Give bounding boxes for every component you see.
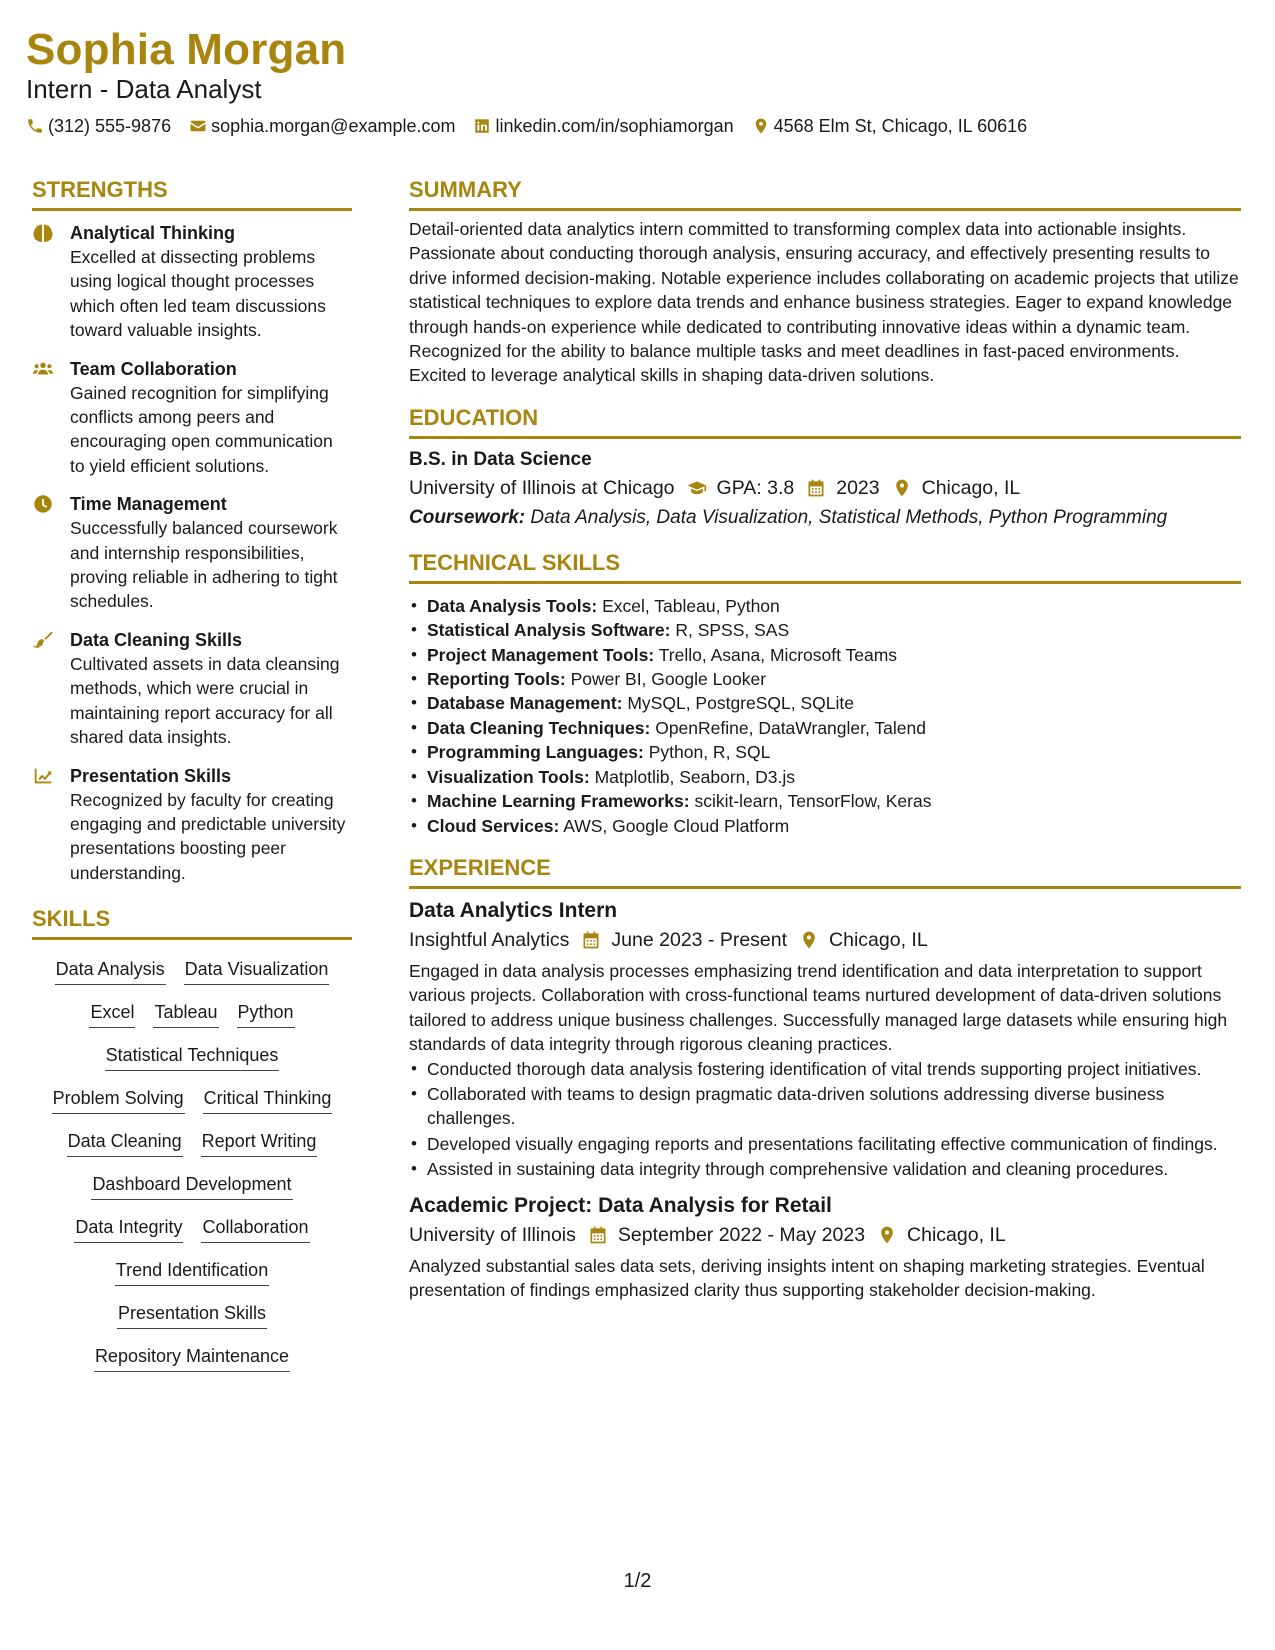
page-number: 1/2 xyxy=(623,1570,652,1592)
skill-value: Excel, Tableau, Python xyxy=(602,595,780,616)
skill-value: Power BI, Google Looker xyxy=(570,669,767,690)
phone-text: (312) 555-9876 xyxy=(48,116,172,136)
skill-value: R, SPSS, SAS xyxy=(675,620,790,641)
list-item: • Collaborated with teams to design pragmatic data-driven solutions addressing diverse business challenges. xyxy=(409,1082,1241,1131)
job-meta xyxy=(409,1220,1241,1250)
list-item: • Developed visually engaging reports and presentations facilitating effective communication of findings. xyxy=(409,1132,1241,1156)
strength-desc: Successfully balanced coursework and internship responsibilities, proving reliable in adhering to tight schedules. xyxy=(70,518,338,612)
strength-item xyxy=(32,221,352,343)
graduation-year: 2023 xyxy=(836,476,880,499)
map-pin-icon xyxy=(877,1225,897,1245)
list-item xyxy=(409,765,1241,789)
candidate-name: Sophia Morgan xyxy=(26,25,347,74)
map-pin-icon xyxy=(892,478,912,498)
list-item xyxy=(409,740,1241,764)
company-name: Insightful Analytics xyxy=(409,928,570,951)
job-meta xyxy=(409,925,1241,955)
address-text: 4568 Elm St, Chicago, IL 60616 xyxy=(773,116,1028,136)
skill-value: Trello, Asana, Microsoft Teams xyxy=(658,644,898,665)
skill-tag: Tableau xyxy=(153,999,218,1028)
strength-item xyxy=(32,628,352,750)
contact-address xyxy=(752,114,1028,138)
skill-tag: Data Analysis xyxy=(55,956,166,985)
job-description: Engaged in data analysis processes emphasizing trend identification and data interpretation to support various projects. Collaboration with cross-functional teams nurtured development of data-driven solutions tailored to address unique business challenges. Successfully managed large datasets while ensuring high standards of data integrity through rigorous cleaning practices. xyxy=(409,960,1228,1055)
brain-icon xyxy=(32,222,54,244)
experience-heading: EXPERIENCE xyxy=(409,854,1241,889)
calendar-icon xyxy=(588,1225,608,1245)
skill-tag: Statistical Techniques xyxy=(105,1042,280,1071)
coursework-label: Coursework: xyxy=(409,506,526,528)
phone-icon xyxy=(26,117,44,135)
linkedin-link[interactable]: linkedin.com/in/sophiamorgan xyxy=(495,116,734,136)
job-description: Analyzed substantial sales data sets, deriving insights intent on shaping marketing strategies. Eventual presentation of findings emphasized clarity thus supporting stakeholder decision-making. xyxy=(409,1255,1205,1300)
skill-tag: Repository Maintenance xyxy=(94,1343,290,1372)
list-item xyxy=(409,691,1241,715)
contact-linkedin[interactable] xyxy=(473,114,733,138)
strength-item xyxy=(32,764,352,886)
people-group-icon xyxy=(32,358,54,380)
list-item: • Assisted in sustaining data integrity through comprehensive validation and cleaning procedures. xyxy=(409,1157,1241,1181)
skill-tag: Critical Thinking xyxy=(203,1085,333,1114)
skill-label: Data Analysis Tools: xyxy=(427,595,598,616)
envelope-icon xyxy=(189,117,207,135)
summary-heading: SUMMARY xyxy=(409,176,1241,211)
skill-label: Machine Learning Frameworks: xyxy=(427,791,690,812)
gpa-text: GPA: 3.8 xyxy=(716,476,795,499)
strength-desc: Recognized by faculty for creating engaging and predictable university presentations boosting peer understanding. xyxy=(70,789,346,883)
clock-icon xyxy=(32,493,54,515)
experience-entry xyxy=(409,1192,1241,1303)
job-bullets xyxy=(409,1057,1241,1182)
skill-value: scikit-learn, TensorFlow, Keras xyxy=(694,791,932,812)
map-pin-icon xyxy=(799,930,819,950)
skill-tag: Presentation Skills xyxy=(117,1300,267,1329)
job-title: Data Analytics Intern xyxy=(409,898,618,922)
skill-value: AWS, Google Cloud Platform xyxy=(563,815,790,836)
list-item xyxy=(409,618,1241,642)
coursework-list: Data Analysis, Data Visualization, Statistical Methods, Python Programming xyxy=(530,506,1168,528)
technical-skills-list xyxy=(409,594,1241,838)
strength-desc: Cultivated assets in data cleansing methods, which were crucial in maintaining report accuracy for all shared data insights. xyxy=(70,653,340,748)
skill-label: Statistical Analysis Software: xyxy=(427,620,671,641)
skill-tag: Report Writing xyxy=(201,1128,318,1157)
strength-title: Team Collaboration xyxy=(70,358,237,379)
skill-tag: Data Cleaning xyxy=(67,1128,183,1157)
email-link[interactable]: sophia.morgan@example.com xyxy=(211,116,456,136)
skill-tag: Collaboration xyxy=(201,1214,309,1243)
strength-title: Presentation Skills xyxy=(70,765,232,786)
candidate-role: Intern - Data Analyst xyxy=(26,74,262,104)
list-item xyxy=(409,643,1241,667)
graduation-cap-icon xyxy=(687,478,707,498)
skill-label: Reporting Tools: xyxy=(427,669,566,690)
list-item xyxy=(409,716,1241,740)
skill-tag: Data Integrity xyxy=(74,1214,183,1243)
skill-label: Project Management Tools: xyxy=(427,644,655,665)
skill-tag: Python xyxy=(237,999,295,1028)
list-item xyxy=(409,789,1241,813)
skill-value: Python, R, SQL xyxy=(648,742,771,763)
technical-skills-heading: TECHNICAL SKILLS xyxy=(409,549,1241,584)
broom-icon xyxy=(32,629,54,651)
list-item xyxy=(409,667,1241,691)
skill-label: Data Cleaning Techniques: xyxy=(427,717,651,738)
skill-tag: Data Visualization xyxy=(184,956,330,985)
chart-line-icon xyxy=(32,765,54,787)
degree-title: B.S. in Data Science xyxy=(409,448,592,470)
skill-tag: Excel xyxy=(89,999,135,1028)
contact-email[interactable] xyxy=(189,114,455,138)
education-meta xyxy=(409,473,1241,503)
left-column xyxy=(32,176,352,1372)
linkedin-icon xyxy=(473,117,491,135)
skill-value: OpenRefine, DataWrangler, Talend xyxy=(655,717,926,738)
job-location: Chicago, IL xyxy=(829,928,928,951)
contact-phone xyxy=(26,114,171,138)
school-name: University of Illinois at Chicago xyxy=(409,476,675,499)
strength-title: Time Management xyxy=(70,494,227,515)
calendar-icon xyxy=(806,478,826,498)
strength-title: Data Cleaning Skills xyxy=(70,629,243,650)
job-dates: September 2022 - May 2023 xyxy=(617,1223,866,1246)
skill-label: Database Management: xyxy=(427,693,623,714)
skill-value: MySQL, PostgreSQL, SQLite xyxy=(627,693,854,714)
experience-entry xyxy=(409,897,1241,1182)
education-heading: EDUCATION xyxy=(409,404,1241,439)
skill-value: Matplotlib, Seaborn, D3.js xyxy=(594,766,795,787)
skills-heading: SKILLS xyxy=(32,905,352,940)
strength-item xyxy=(32,492,352,614)
map-pin-icon xyxy=(752,117,770,135)
contact-bar xyxy=(26,114,1246,138)
skill-label: Programming Languages: xyxy=(427,742,644,763)
list-item xyxy=(409,814,1241,838)
summary-text: Detail-oriented data analytics intern committed to transforming complex data into actionable insights. Passionate about conducting thorough analysis, ensuring accuracy, and effectively presenting results to drive informed decision-making. Notable experience includes collaborating on academic projects that utilize statistical techniques to explore data trends and enhance business strategies. Eager to expand knowledge through hands-on experience while dedicated to contributing innovative ideas within a dynamic team. Recognized for the ability to balance multiple tasks and meet deadlines in fast-paced environments. Excited to leverage analytical skills in shaping data-driven solutions. xyxy=(409,219,1239,386)
list-item xyxy=(409,594,1241,618)
job-dates: June 2023 - Present xyxy=(611,928,788,951)
strength-item xyxy=(32,357,352,479)
skill-tag: Dashboard Development xyxy=(91,1171,292,1200)
right-column xyxy=(409,176,1241,1302)
strength-title: Analytical Thinking xyxy=(70,223,236,243)
skills-tag-list xyxy=(32,950,352,1372)
resume-header xyxy=(26,24,1246,138)
coursework-line xyxy=(409,503,1241,533)
job-title: Academic Project: Data Analysis for Retail xyxy=(409,1193,832,1217)
strength-desc: Excelled at dissecting problems using logical thought processes which often led team discussions toward valuable insights. xyxy=(70,247,326,341)
calendar-icon xyxy=(581,930,601,950)
strengths-heading: STRENGTHS xyxy=(32,176,352,211)
education-location: Chicago, IL xyxy=(921,476,1021,499)
company-name: University of Illinois xyxy=(409,1223,576,1246)
job-location: Chicago, IL xyxy=(907,1223,1006,1246)
skill-tag: Trend Identification xyxy=(115,1257,269,1286)
skill-label: Cloud Services: xyxy=(427,815,560,836)
skill-tag: Problem Solving xyxy=(52,1085,185,1114)
skill-label: Visualization Tools: xyxy=(427,766,590,787)
list-item: • Conducted thorough data analysis fostering identification of vital trends supporting project initiatives. xyxy=(409,1057,1241,1081)
strength-desc: Gained recognition for simplifying conflicts among peers and encouraging open communication to yield efficient solutions. xyxy=(70,382,333,476)
